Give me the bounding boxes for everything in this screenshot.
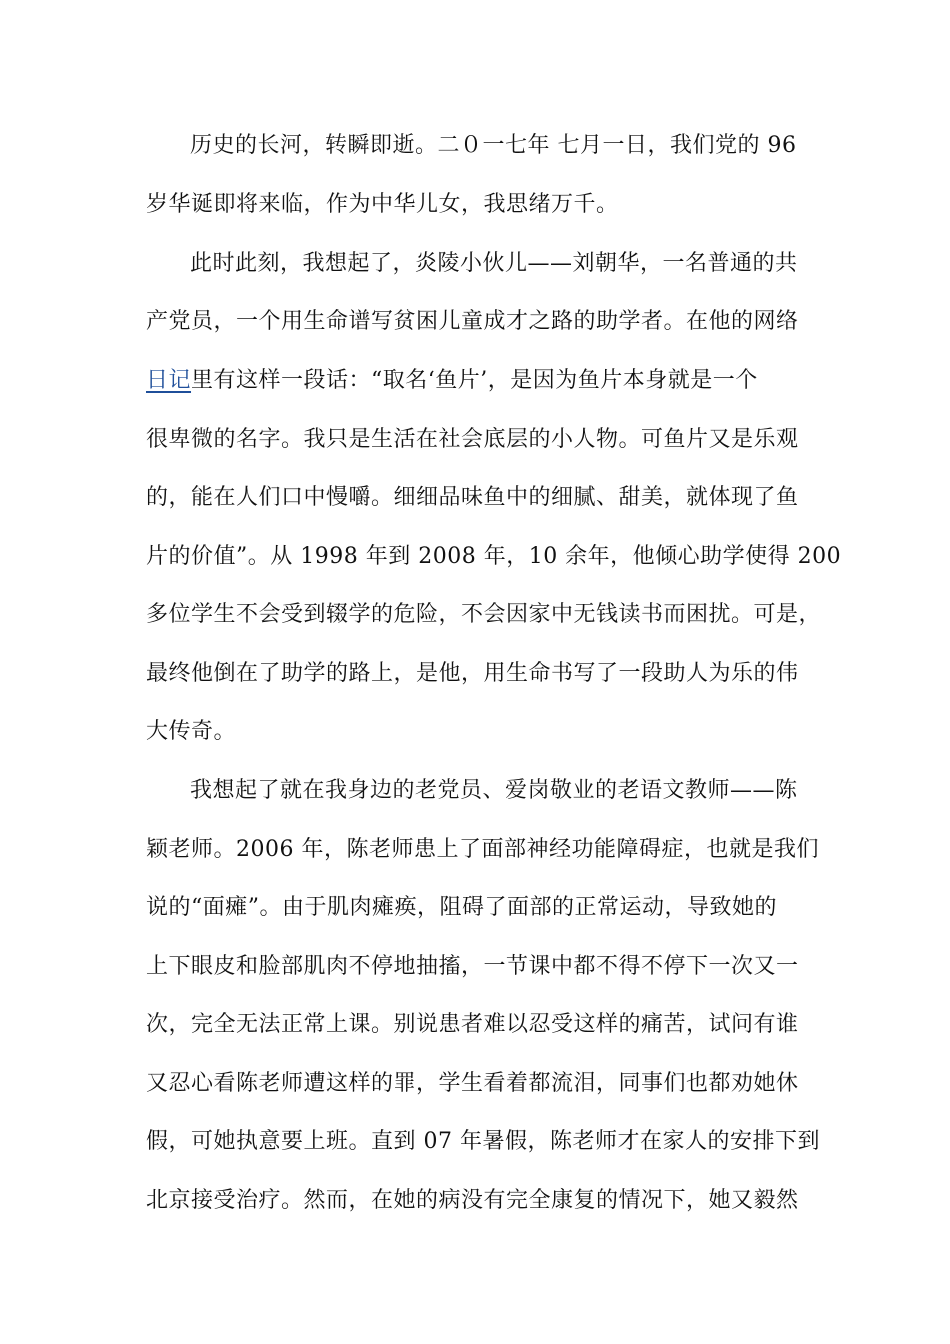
- text-line: 上下眼皮和脸部肌肉不停地抽搐，一节课中都不得不停下一次又一: [146, 954, 799, 979]
- text-line: 说的“面瘫”。由于肌肉瘫痪，阻碍了面部的正常运动，导致她的: [146, 895, 777, 920]
- text-line-with-link: [146, 361, 806, 401]
- text-line: 我想起了就在我身边的老党员、爱岗敬业的老语文教师——陈: [190, 778, 798, 803]
- text-line: 片的价值”。从 1998 年到 2008 年，10 余年，他倾心助学使得 200: [146, 544, 842, 569]
- text-line: 次，完全无法正常上课。别说患者难以忍受这样的痛苦，试问有谁: [146, 1012, 799, 1037]
- text-line: 又忍心看陈老师遭这样的罪，学生看着都流泪，同事们也都劝她休: [146, 1071, 799, 1096]
- text-line: 北京接受治疗。然而，在她的病没有完全康复的情况下，她又毅然: [146, 1188, 799, 1213]
- text-segment: 里有这样一段话：“取名‘鱼片’，是因为鱼片本身就是一个: [191, 368, 758, 393]
- text-line: 很卑微的名字。我只是生活在社会底层的小人物。可鱼片又是乐观: [146, 427, 799, 452]
- text-line: 此时此刻，我想起了，炎陵小伙儿——刘朝华，一名普通的共: [190, 251, 798, 276]
- text-line: 多位学生不会受到辍学的危险，不会因家中无钱读书而困扰。可是，: [146, 602, 822, 627]
- text-line: 最终他倒在了助学的路上，是他，用生命书写了一段助人为乐的伟: [146, 661, 799, 686]
- text-line: 产党员，一个用生命谱写贫困儿童成才之路的助学者。在他的网络: [146, 309, 799, 334]
- text-line: 历史的长河，转瞬即逝。二０一七年 七月一日，我们党的 96: [190, 133, 797, 158]
- text-line: 的，能在人们口中慢嚼。细细品味鱼中的细腻、甜美，就体现了鱼: [146, 485, 799, 510]
- text-line: 岁华诞即将来临，作为中华儿女，我思绪万千。: [146, 192, 619, 217]
- diary-link[interactable]: 日记: [146, 368, 192, 393]
- text-line: 颖老师。2006 年，陈老师患上了面部神经功能障碍症，也就是我们: [146, 837, 819, 862]
- text-line: 假，可她执意要上班。直到 07 年暑假，陈老师才在家人的安排下到: [146, 1129, 820, 1154]
- text-line: 大传奇。: [146, 719, 237, 744]
